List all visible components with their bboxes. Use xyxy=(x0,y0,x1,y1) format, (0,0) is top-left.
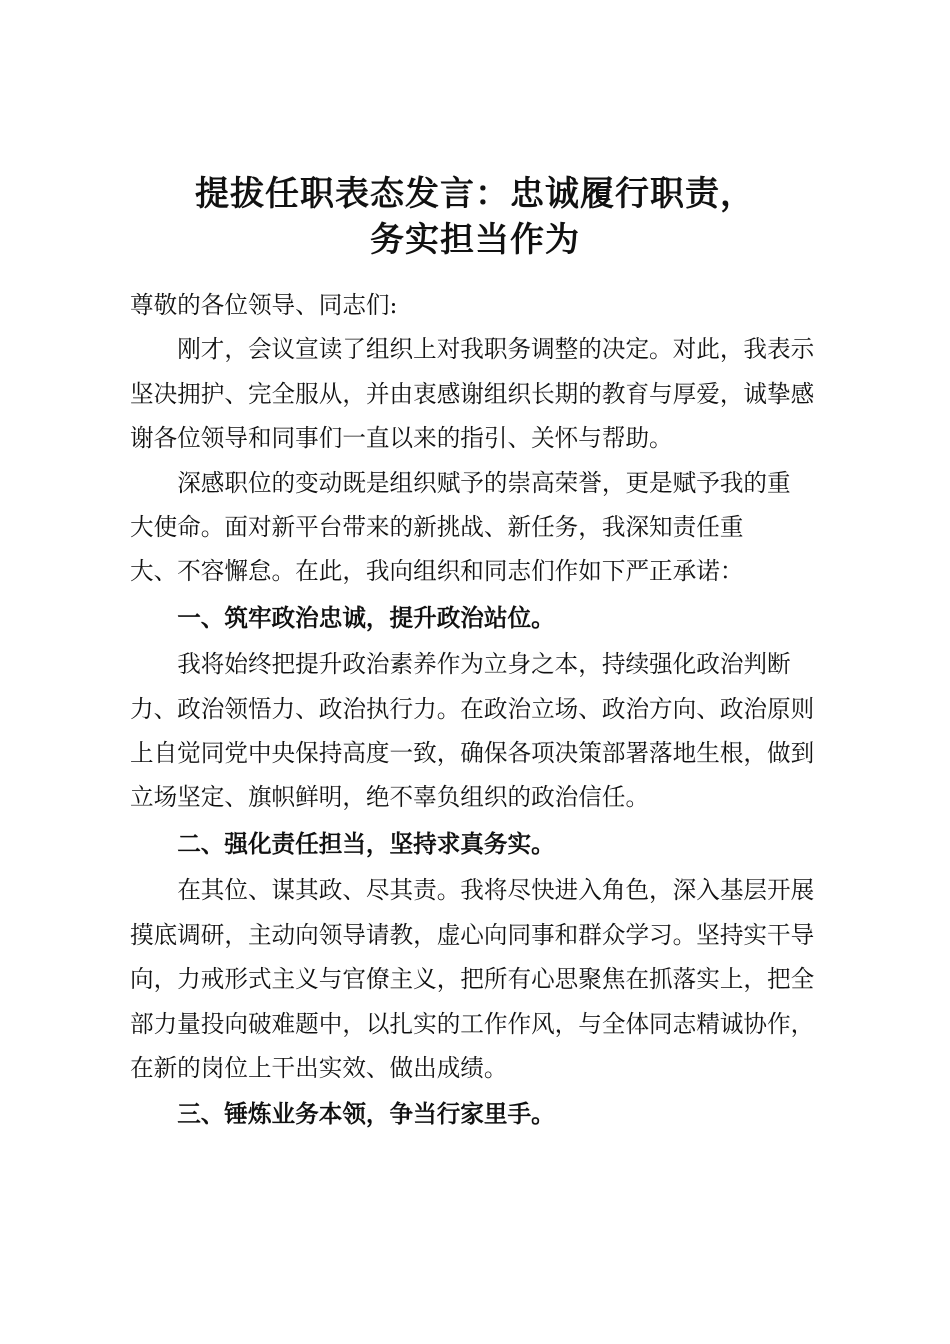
paragraph-commitment-line-3: 大、不容懈怠。在此，我向组织和同志们作如下严正承诺： xyxy=(130,557,744,586)
section-heading-3: 三、锤炼业务本领，争当行家里手。 xyxy=(177,1100,555,1129)
section-heading-1: 一、筑牢政治忠诚，提升政治站位。 xyxy=(177,603,555,632)
section-heading-2: 二、强化责任担当，坚持求真务实。 xyxy=(177,829,555,858)
document-body xyxy=(130,283,830,1137)
paragraph-commitment xyxy=(130,461,830,594)
salutation: 尊敬的各位领导、同志们: xyxy=(130,291,398,319)
paragraph-intro: 刚才，会议宣读了组织上对我职务调整的决定。对此，我表示坚决拥护、完全服从，并由衷感谢组织长期的教育与厚爱，诚挚感谢各位领导和同事们一直以来的指引、关怀与帮助。 xyxy=(130,335,815,453)
document-title-line-1: 提拔任职表态发言：忠诚履行职责， xyxy=(195,174,755,214)
paragraph-commitment-line-2: 大使命。面对新平台带来的新挑战、新任务，我深知责任重 xyxy=(130,513,744,542)
document-title-line-2: 务实担当作为 xyxy=(370,220,580,260)
paragraph-commitment-line-1: 深感职位的变动既是组织赋予的崇高荣誉，更是赋予我的重 xyxy=(177,468,791,497)
section-paragraph-1: 我将始终把提升政治素养作为立身之本，持续强化政治判断力、政治领悟力、政治执行力。在政治立场、政治方向、政治原则上自觉同党中央保持高度一致，确保各项决策部署落地生根，做到立场坚定、旗帜鲜明，绝不辜负组织的政治信任。 xyxy=(130,650,815,812)
section-paragraph-2: 在其位、谋其政、尽其责。我将尽快进入角色，深入基层开展摸底调研，主动向领导请教，虚心向同事和群众学习。坚持实干导向，力戒形式主义与官僚主义，把所有心思聚焦在抓落实上，把全部力量投向破难题中，以扎实的工作作风，与全体同志精诚协作，在新的岗位上干出实效、做出成绩。 xyxy=(130,876,815,1082)
